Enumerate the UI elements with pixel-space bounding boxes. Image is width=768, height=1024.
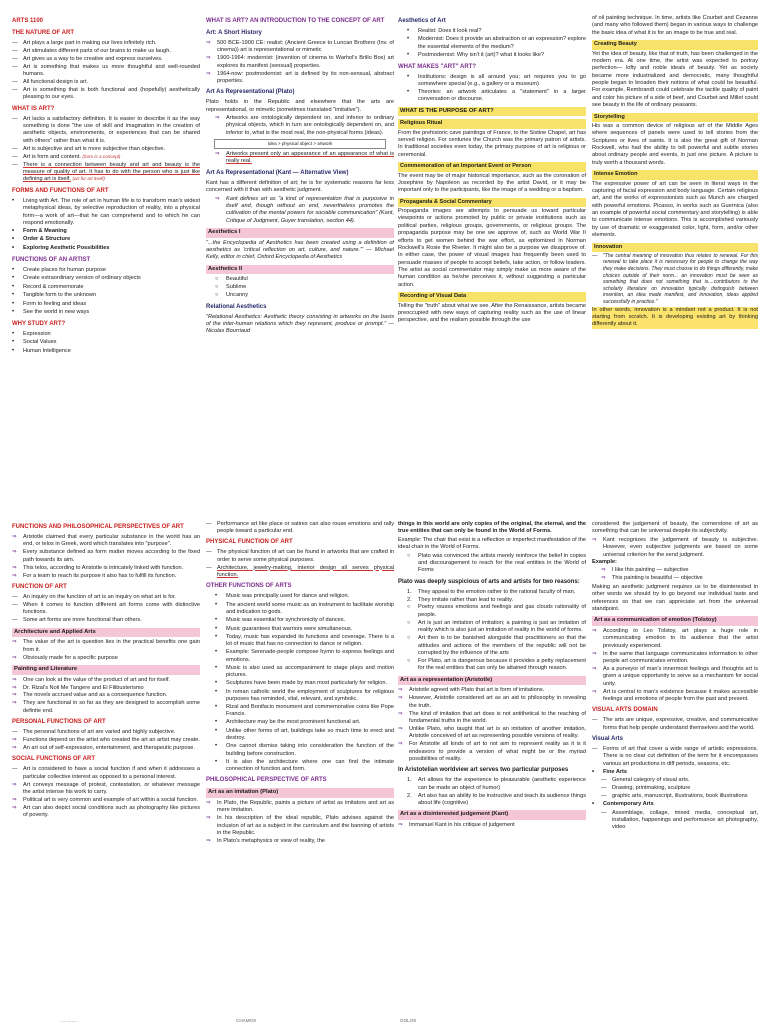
subheading-emotion: Intense Emotion <box>592 170 758 179</box>
list-item: • In roman catholic world the employment of sculptures for religious purposes has reminded, vital, relevant, and symbolic. <box>215 688 394 702</box>
list-item: — Art is something that makes us more thoughtful and well-rounded humans. <box>12 63 200 78</box>
subheading-storytelling: Storytelling <box>592 113 758 122</box>
list-item: ⇒ Art conveys message of protest, contestation, or whatever message the artist intense his work to carry. <box>12 781 200 796</box>
list-item: ⇒ 1964-now: postmodernist: art is defined by its non-sensual, abstract properties. <box>206 70 394 84</box>
section-title-social: SOCIAL FUNCTIONS OF ART <box>12 756 95 763</box>
list-item: ⇒ Functions depend on the artist who created the art an artist may create. <box>12 737 200 744</box>
paragraph: Making an aesthetic judgment requires us to be disinterested in other words we should try to go beyond our individual taste and references so that we can appreciate art from the universal standpoint. <box>592 583 758 612</box>
list-item: ○ Art then is to be banished alongside that practitioners so that the attitudes and actions of the members of the republic will not be corrupted by the influence of the arts <box>407 635 586 656</box>
list-item: ⇒ Art can also depict social conditions such as photography like pictures of poverty. <box>12 804 200 819</box>
list-item: • Institutions: design is all around you; art requires you to go somewhere special (e.g., a gallery or a museum) <box>407 73 586 87</box>
list-item: 2. Art also has an ability to be instructive and teach its audience things about life (cognitive) <box>407 792 586 807</box>
subheading-aristotle-world: In Aristotelian worldview art serves two particular purposes <box>398 767 569 774</box>
list-item: — Architecture, jewelry-making, interior design all serves physical function. <box>206 564 394 578</box>
example-label: Example: <box>592 559 617 566</box>
list-item: ⇒ This painting is beautiful — objective <box>601 575 703 582</box>
list-item: ⇒ Artworks present only an appearance of an appearance of what is really real. <box>215 151 394 165</box>
list-item: • Rizal and Bonifacio monument and commemorative coins like Pope Francis. <box>215 703 394 718</box>
list-item: — Art gives us a way to be creative and express ourselves. <box>12 55 163 62</box>
list-item: ⇒ In the same that language communicates information to other people art communicates emotion. <box>592 650 758 665</box>
paragraph: The event may be of major historical importance, such as the coronation of Josephine by Napoleon as recorded by the artist David, or it may be important only to the participants, like the image of a wedding or a baptism. <box>398 172 586 194</box>
subheading-kant: Art As Representational (Kant — Alternative View) <box>206 169 349 176</box>
list-item: ⇒ They are functional in so far as they are designed to accomplish some definite end. <box>12 700 200 714</box>
list-item: • Form to feeling and ideas <box>12 300 87 307</box>
list-item: • Realist: Does it look real? <box>407 27 482 34</box>
list-item: — The physical function of art can be found in artworks that are crafted in order to serve some physical purposes. <box>206 549 394 563</box>
list-item: ⇒ One can look at the value of the product of art and for itself. <box>12 676 171 683</box>
subheading-aesthetics-art: Aesthetics of Art <box>398 18 446 24</box>
paragraph: "...the Encyclopedia of Aesthetics has been created using a definition of aesthetics as 'critical reflection on art, culture, and nature.'" — Michael Kelly, editor in chief, Oxford Encyclopedia of Aesthetics <box>206 239 394 261</box>
paragraph: Plato holds in the Republic and elsewhere that the arts are representational, or mimetic (sometimes translated "imitative"). <box>206 99 394 113</box>
column-1 <box>12 14 200 502</box>
paragraph: Propaganda images are attempts to persuade us toward particular viewpoints or actions promoted by public or private institutions such as political parties, religious groups, governments, or religious groups. The propaganda purpose may be one we approve of, such as World War II efforts to get women behind the war effort, as epitomized in Norman Rockwell's Rosie the Riveter. It might also be a purpose we disapprove of. In either case, the power of visual images has frequently been used to persuade masses of people to accept beliefs, take action, or follow leaders. The artist as social commentator may simply make us more aware of the human condition as he/she perceives it, without suggesting a particular action. <box>398 208 586 288</box>
list-item: ⇒ Art is central to man's existence because it makes accessible feelings and emotions of people from the past and present. <box>592 688 758 703</box>
list-item: ⇒ Every substance defined as form matter moves according to the fixed path towards its aim. <box>12 549 200 563</box>
list-item: ⇒ The kind of imitation that art does is not antithetical to the reaching of fundamental truths in the world. <box>398 710 586 724</box>
section-title-why-study: WHY STUDY ART? <box>12 321 66 328</box>
section-title-functions-artist: FUNCTIONS OF AN ARTIST <box>12 256 91 263</box>
list-item: • Today, music has expanded its functions and coverage. There is a lot of music that has no connection to dance or religion. <box>215 634 394 648</box>
subheading-visual-arts: Visual Arts <box>592 736 624 743</box>
list-item: ⇒ However, Aristotle considered art as an aid to philosophy in revealing the truth. <box>398 695 586 709</box>
list-item: ⇒ Aristotle agreed with Plato that art is form of imitations. <box>398 687 545 694</box>
subheading-imitation: Art as an imitation (Plato) <box>206 788 394 798</box>
list-item: • Music is also used as accompaniment to stage plays and motion pictures. <box>215 664 394 679</box>
list-item: ⇒ The value of the art is question lies in the practical benefits one gain from it. <box>12 639 200 653</box>
section-title-nature: THE NATURE OF ART <box>12 29 74 36</box>
list-item: ⇒ Dr. Rizal's Noli Me Tangere and El Filibusterismo <box>12 684 144 691</box>
section-title-what-is-art: WHAT IS ART? <box>12 105 55 112</box>
subheading-short-history: Art: A Short History <box>206 29 262 36</box>
list-item: • Unlike other forms of art, buildings take so much time to erect and destroy. <box>215 727 394 742</box>
list-item: — The personal functions of art are varied and highly subjective. <box>12 729 176 736</box>
list-item: ⇒ As a purveyor of man's innermost feelings and thoughts art is given a unique opportunity to serve as a mechanism for social unity. <box>592 665 758 687</box>
paragraph: Example: The chair that exist is a reflection or imperfect manifestation of the ideal chair in the World of Forms. <box>398 536 586 551</box>
list-item: • Create extraordinary version of ordinary objects <box>12 275 141 282</box>
list-item: 2. They imitate rather than lead to reality. <box>407 596 514 603</box>
section-title-forms: FORMS AND FUNCTIONS OF ART <box>12 187 109 194</box>
list-item: ⇒ In Plato, the Republic, paints a picture of artist as imitators and art as mere imitation. <box>206 799 394 814</box>
list-item: ○ Poetry rouses emotions and feelings and gas clouds rationality of people. <box>407 604 586 618</box>
section-title-other-functions: OTHER FUNCTIONS OF ARTS <box>206 583 292 590</box>
column-2 <box>206 14 394 502</box>
subheading-communication: Art as a communication of emotion (Tolstoy) <box>592 616 758 626</box>
list-item: • Music guarantees that warriors were simultaneous. <box>215 625 353 632</box>
list-item: ○ Sublime <box>215 284 247 291</box>
list-item: ⇒ For a team to reach its purpose it also has to fulfill its function. <box>12 572 177 579</box>
list-item: • Music was principally used for dance and religion. <box>215 593 350 600</box>
list-item: ○ Uncanny <box>215 292 249 299</box>
paragraph: "Relational Aesthetics: Aesthetic theory consisting in artworks on the basis of the inter-human relations which they represent, produce or prompt." — Nicolas Bourriaud <box>206 313 394 335</box>
list-item: — An inquiry on the function of art is an inquiry on what art is for. <box>12 593 176 600</box>
paragraph: His was a common device of religious art of the Middle Ages where sequences of panels were used to tell stories from the Scriptures or lives of saints. It is also the great gift of Norman Rockwell, who had the ability to tell powerful and subtle stories about ordinary people and events, in just one picture. A picture is truly worth a thousand words. <box>592 122 758 166</box>
paragraph: considered the judgement of beauty, the cornerstone of art as something that can be universal despite its subjectivity. <box>592 521 758 535</box>
column-7 <box>398 520 586 1016</box>
list-item: • The ancient world some music as an instrument to facilitate worship and indication to gods. <box>215 601 394 616</box>
paragraph: of oil painting technique. In time, artists like Courbet and Cezanne (and many who followed them) began in various ways to challenge the basic idea of what it is for an image to be true and real. <box>592 15 758 36</box>
subheading-representational: Art As Representational (Plato) <box>206 89 295 96</box>
paragraph: In other words, innovation is a mindset not a product. It is not starting from scratch. It is developing existing art by thinking differently about it. <box>592 306 758 328</box>
column-5 <box>12 520 200 1016</box>
list-item: ○ Beautiful <box>215 276 248 283</box>
section-title-function-of-art: FUNCTION OF ART <box>12 583 67 590</box>
list-item: • Contemporary Arts <box>592 801 654 808</box>
subheading-representation: Art as a representation (Aristotle) <box>398 676 586 686</box>
list-item: • Exploring Aesthetic Possibilities <box>12 244 110 251</box>
subheading-recording: Recording of Visual Data <box>398 292 586 301</box>
subheading-disinterested: Art as a disinterested judgement (Kant) <box>398 810 586 820</box>
list-item: • It is also the architecture where one can find the intimate connection of function and form. <box>215 758 394 772</box>
list-item: ⇒ For Aristotle all kinds of art to not aim to represent reality as it is it endeavors to provide a version of what might be or the myriad possibilities of reality. <box>398 741 586 763</box>
list-item: ⇒ I like this painting — subjective <box>601 567 689 574</box>
paragraph: Yet the idea of beauty, like that of truth, has been challenged in the modern era. At one time, the artist was expected to portray perfection— lofty and noble ideals of beauty. Yet as society became more industrialized and democratic, many thoughtful people began to broaden their notions of what could be beautiful. For example, Rembrandt could celebrate the tactile quality of paint and color his picture of a side of beef, and Courbet and Millet could see beauty in the life of ordinary peasants. <box>592 50 758 109</box>
course-code: ARTS 1100 <box>12 18 44 24</box>
list-item: — Art is form and content. (form is a concept) <box>12 153 121 160</box>
subheading-religious-ritual: Religious Ritual <box>398 119 586 128</box>
column-8 <box>592 520 758 1016</box>
subheading-propaganda: Propaganda & Social Commentary <box>398 198 586 207</box>
paragraph: Kant has a different definition of art; he is for systematic reasons far less concerned with it than with aesthetic judgment. <box>206 179 394 194</box>
list-item: • Music was essential for synchronicity of dances. <box>215 617 346 624</box>
list-item: ○ Art is just an imitation of imitation; a painting is just an imitation of reality which is also just an imitation of reality in the world of forms. <box>407 619 586 634</box>
list-item: — Assemblage, collage, mixed media, conceptual art, installation, happenings and performance art photography, video <box>601 809 758 831</box>
list-item: ⇒ Unlike Plato, who taught that art is an imitation of another imitation, Aristotle conceived of art as representing possible versions of reality. <box>398 725 586 740</box>
list-item: • Living with Art. The role of art in human life is to transform man's widest metaphysical ideas, by selective reproduction of reality, into a physical form—a work of art—that he can comprehend and to which he can respond emotionally. <box>12 197 200 226</box>
section-title-functions-philosophical: FUNCTIONS AND PHILOSOPHICAL PERSPECTIVES OF ART <box>12 524 184 530</box>
list-item: ⇒ Kant defines art as "a kind of representation that is purposive in itself and, though without an end, nevertheless promotes the cultivation of the mental powers for sociable communication" (Kant, Critique of Judgment, Guyer translation, section 44). <box>215 195 394 224</box>
list-item: 1. Art allows for the experience to pleasurable (aesthetic experience can be made an object of humor) <box>407 777 586 791</box>
list-item: ⇒ Obviously made for a specific purpose <box>12 654 118 661</box>
list-item: • Form & Meaning <box>12 227 67 234</box>
list-item: — When it comes to function different art forms come with distinctive functions. <box>12 601 200 616</box>
list-item: • Social Values <box>12 339 57 346</box>
list-item: — Art is considered to have a social function if and when it addresses a particular collective interest as opposed to a personal interest. <box>12 766 200 780</box>
list-item: 1. They appeal to the emotion rather to the rational faculty of man. <box>407 588 576 595</box>
list-item: — General category of visual arts. <box>601 777 690 784</box>
list-item: — All functional design is art. <box>12 79 88 86</box>
list-item: • Create places for human purpose <box>12 266 107 273</box>
list-item: • Tangible form to the unknown <box>12 292 97 299</box>
paragraph: The expressive power of art can be seen in literal ways in the capturing of facial expression and body language. Certain religious art, and the works of expressionists such as Munch are charged with powerful emotions. Picasso, in works such as Guernica (also an example of powerful social commentary and storytelling) is able to communicate intense emotions. This is accomplished variously by use of dramatic or exaggerated color, light, form, and/or other elements. <box>592 180 758 239</box>
list-item: — Art lacks a satisfactory definition. It is easier to describe it as the way something is done "the use of skill and imagination in the creation of aesthetic objects, environments, or experiences that can be shared with others" rather than what it is. <box>12 115 200 144</box>
subheading-commemoration: Commemoration of an Important Event or Person <box>398 162 586 171</box>
list-item: — Performance art like place or satires can also rouse emotions and rally people toward a particular end. <box>206 520 394 534</box>
list-item: ○ For Plato, art is dangerous because it provides a petty replacement for the real entities that can only be attained through reason. <box>407 657 586 672</box>
list-item: • Fine Arts <box>592 768 628 775</box>
footer-label: .............. <box>60 1018 78 1023</box>
list-item: — Some art forms are more functional than others. <box>12 617 142 624</box>
nature-list <box>12 40 200 102</box>
subheading-plato-reasons: Plato was deeply suspicious of arts and artists for two reasons: <box>398 578 580 585</box>
list-item: — There is a connection between beauty and art and beauty is the measure of quality of art. It has to do with the person who is just like defining art is itself. (art for art itself) <box>12 161 200 183</box>
list-item: • Example: Serenade-people compose hymn to express feelings and emotions. <box>215 649 394 663</box>
list-item: • One cannot dismiss taking into consideration the function of the building before construction. <box>215 743 394 757</box>
section-title-personal: PERSONAL FUNCTIONS OF ART <box>12 719 106 726</box>
section-title-intro: WHAT IS ART? AN INTRODUCTION TO THE CONCEPT OF ART <box>206 18 385 24</box>
section-title-visual-arts-domain: VISUAL ARTS DOMAIN <box>592 707 658 714</box>
list-item: — graphic arts, manuscript, illustrations, book illustrations <box>601 793 748 800</box>
list-item: ⇒ Immanuel Kant in his critique of judgement <box>398 822 515 829</box>
footer-label: CHAMOS <box>236 1018 257 1023</box>
paragraph: From the prehistoric cave paintings of France, to the Sistine Chapel, art has served religion. For centuries the Church was the primary patron of artists. In traditional societies even today, the primary purpose of art is religious or ceremonial. <box>398 129 586 158</box>
list-item: • Order & Structure <box>12 236 71 243</box>
subheading-architecture: Architecture and Applied Arts <box>12 628 200 638</box>
list-item: — Art is something that is both functional and (hopefully) aesthetically pleasing to our eyes. <box>12 87 200 101</box>
list-item: ⇒ Artworks are ontologically dependent on, and inferior to ordinary physical objects, which in turn are ontologically dependent on, and inferior to, what is the most real, the non-physical forms (ideas). <box>215 114 394 136</box>
list-item: — The arts are unique, expressive, creative, and communicative forms that help people understand themselves and the world. <box>592 717 758 731</box>
subheading-aesthetics-1: Aesthetics I <box>206 228 394 238</box>
section-title-makes-art: WHAT MAKES "ART" ART? <box>398 63 477 70</box>
list-item: • Human Intelligence <box>12 347 71 354</box>
list-item: • Postmodernist: Why isn't it (art)? what it looks like? <box>407 51 545 58</box>
list-item: • Sculptures have been made by man most particularly for religion. <box>215 680 388 687</box>
list-item: • Expression <box>12 330 51 337</box>
section-title-physical: PHYSICAL FUNCTION OF ART <box>206 539 293 546</box>
paragraph: Telling the "truth" about what we see. After the Renaissance, artists became preoccupied with new ways of capturing reality such as the use of linear perspective, and the realism possible through the use <box>398 302 586 324</box>
list-item: ⇒ In his description of the ideal republic, Plato advises against the inclusion of art as a subject in the curriculum and the banning of artists in the Republic. <box>206 815 394 836</box>
list-item: ⇒ Aristotle claimed that every particular substance in the world has an end, or telos in Greek, word which translates into "purpose". <box>12 533 200 548</box>
list-item: ⇒ The novels accrued value and as a consequence function. <box>12 692 168 699</box>
column-4 <box>592 14 758 502</box>
subheading-relational: Relational Aesthetics <box>206 303 267 310</box>
list-item: • Modernist: Does it provide an abstraction or an expression? explore the essential elements of the medium? <box>407 36 586 50</box>
list-item: — Drawing, printmaking, sculpture <box>601 785 691 792</box>
list-item: — Art stimulates different parts of our brains to make us laugh. <box>12 47 171 54</box>
subheading-aesthetics-2: Aesthetics II <box>206 265 394 275</box>
list-item: ⇒ 1900-1964: modernist: (invention of cinema to Warhol's Brillo Box) art explores its manifest (sensual) properties. <box>206 55 394 69</box>
footer-label: GOLOS <box>400 1018 417 1023</box>
list-item: • Theories: an artwork articulates a "statement" in a larger conversation or discourse. <box>407 88 586 103</box>
list-item: — Art is subjective and art is more subjective than objective. <box>12 145 166 152</box>
idea-box: Idea > physical object > artwork <box>214 139 386 149</box>
section-title-purpose: WHAT IS THE PURPOSE OF ART? <box>398 107 586 117</box>
paragraph: things in this world are only copies of the original, the eternal, and the true entities that can only be found in the World of Forms. <box>398 521 586 535</box>
list-item: — Forms of art that cover a wide range of artistic expressions. There is no clear cut definition of the term for it encompasses various art productions in diff periods, seasons, etc. <box>592 746 758 767</box>
list-item: ○ Plato was convinced the artists merely reinforce the belief in copies and discouragement to reach for the real entities in the World of Forms <box>407 552 586 574</box>
list-item: ⇒ In Plato's metaphysics or view of reality, the <box>206 837 325 844</box>
list-item: ⇒ 500 BCE-1900 CE: realist: (Ancient Greece to Luncan Brothers (Inv. of cinema)) art is representational or mimetic <box>206 39 394 54</box>
list-item: • Architecture may be the most prominent functional art. <box>215 719 361 726</box>
list-item: • Record & commemorate <box>12 283 84 290</box>
list-item: — "The central meaning of innovation thus relates to renewal. For this renewal to take place it is necessary for people to change the way they make decisions. They must choose to do things differently, make choices outside of their norm... an innovation must be seen as something that does not something that is....contributors to the scholarly literature on innovation typically distinguish between invention, an idea made manifest, and innovation, ideas applied successfully in practice." <box>592 252 758 306</box>
subheading-beauty: Creating Beauty <box>592 40 758 49</box>
column-6 <box>206 520 394 1016</box>
list-item: ⇒ According to Leo Tolstoy, art plays a huge role in communicating emotion to its audience that the artist previously experienced. <box>592 627 758 649</box>
list-item: ⇒ Kant recognizes the judgement of beauty is subjective. However, even subjective judgments are based on some universal criterion for the send judgment. <box>592 536 758 558</box>
list-item: — Art plays a large part in making our lives infinitely rich. <box>12 39 157 46</box>
list-item: • See the world in new ways <box>12 309 90 316</box>
list-item: ⇒ An art out of self-expression, entertainment, and therapeutic purpose. <box>12 745 195 752</box>
subheading-painting: Painting and Literature <box>12 665 200 675</box>
column-3 <box>398 14 586 502</box>
list-item: ⇒ This telos, according to Aristotle is intricately linked with function. <box>12 564 184 571</box>
list-item: ⇒ Political art is very common and example of art within a social function. <box>12 797 199 803</box>
section-title-philosophical: PHILOSOPHICAL PERSPECTIVE OF ARTS <box>206 777 327 784</box>
subheading-innovation: Innovation <box>592 243 758 252</box>
